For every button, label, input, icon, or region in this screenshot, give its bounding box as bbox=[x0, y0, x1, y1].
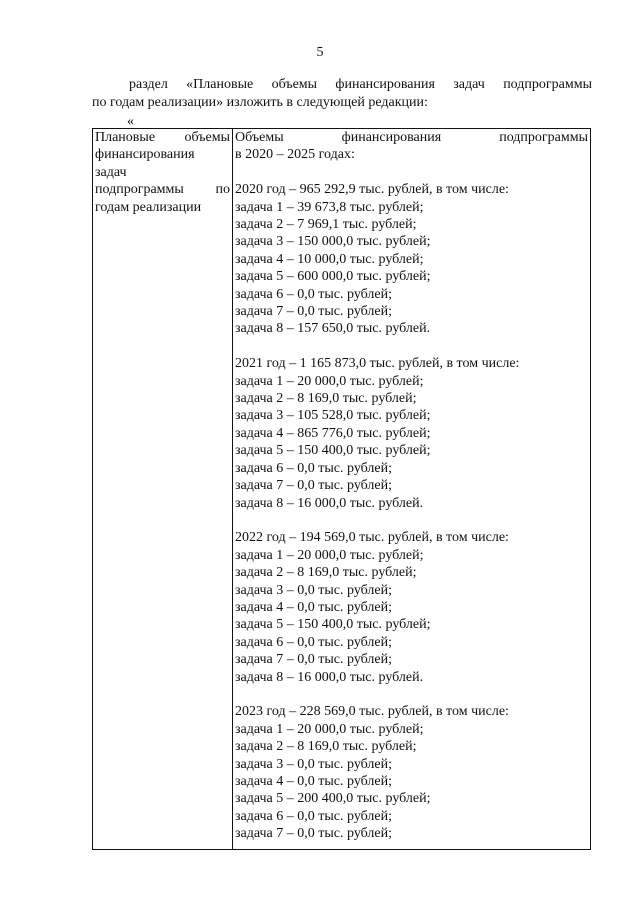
year-heading bbox=[235, 703, 588, 720]
task-text: задача 2 – 8 169,0 тыс. рублей; bbox=[235, 565, 417, 581]
task-line bbox=[235, 790, 588, 807]
task-text: задача 8 – 16 000,0 тыс. рублей. bbox=[235, 669, 424, 685]
task-text: задача 6 – 0,0 тыс. рублей; bbox=[235, 634, 393, 650]
task-line bbox=[235, 495, 588, 512]
task-text: задача 8 – 16 000,0 тыс. рублей. bbox=[235, 495, 424, 511]
label-line bbox=[95, 146, 230, 163]
year-heading-text: 2020 год – 965 292,9 тыс. рублей, в том числе: bbox=[235, 182, 509, 198]
intro-paragraph bbox=[92, 76, 592, 112]
task-line bbox=[235, 286, 588, 303]
intro-word: «Плановые bbox=[186, 77, 254, 92]
task-line bbox=[235, 651, 588, 668]
opening-quote: « bbox=[127, 114, 134, 129]
year-heading-text: 2021 год – 1 165 873,0 тыс. рублей, в том числе: bbox=[235, 356, 520, 372]
year-block bbox=[235, 355, 588, 512]
task-line bbox=[235, 825, 588, 842]
year-heading bbox=[235, 355, 588, 372]
header-text: в 2020 – 2025 годах: bbox=[235, 147, 355, 163]
year-heading-text: 2023 год – 228 569,0 тыс. рублей, в том числе: bbox=[235, 704, 509, 720]
section-label-cell bbox=[93, 129, 233, 850]
financing-details-cell bbox=[233, 129, 591, 850]
year-block bbox=[235, 703, 588, 842]
task-line bbox=[235, 738, 588, 755]
label-word: по bbox=[215, 182, 230, 198]
table-row bbox=[93, 129, 591, 850]
page-number: 5 bbox=[316, 45, 324, 60]
task-text: задача 7 – 0,0 тыс. рублей; bbox=[235, 304, 393, 320]
task-text: задача 3 – 0,0 тыс. рублей; bbox=[235, 756, 393, 772]
task-text: задача 6 – 0,0 тыс. рублей; bbox=[235, 808, 393, 824]
task-line bbox=[235, 669, 588, 686]
intro-word: объемы bbox=[271, 77, 318, 92]
task-text: задача 6 – 0,0 тыс. рублей; bbox=[235, 460, 393, 476]
task-text: задача 5 – 150 400,0 тыс. рублей; bbox=[235, 617, 431, 633]
task-line bbox=[235, 233, 588, 250]
header-word: подпрограммы bbox=[499, 130, 588, 145]
task-text: задача 3 – 105 528,0 тыс. рублей; bbox=[235, 408, 431, 424]
label-line bbox=[95, 199, 230, 216]
task-text: задача 2 – 7 969,1 тыс. рублей; bbox=[235, 217, 417, 233]
label-word: Плановые bbox=[95, 130, 156, 145]
task-text: задача 2 – 8 169,0 тыс. рублей; bbox=[235, 739, 417, 755]
task-text: задача 8 – 157 650,0 тыс. рублей. bbox=[235, 321, 431, 337]
task-text: задача 7 – 0,0 тыс. рублей; bbox=[235, 652, 393, 668]
financing-table bbox=[92, 128, 591, 850]
task-text: задача 1 – 20 000,0 тыс. рублей; bbox=[235, 373, 424, 389]
task-line bbox=[235, 373, 588, 390]
task-line bbox=[235, 320, 588, 337]
year-heading-text: 2022 год – 194 569,0 тыс. рублей, в том числе: bbox=[235, 530, 509, 546]
intro-word: финансирования bbox=[335, 77, 435, 92]
task-line bbox=[235, 756, 588, 773]
intro-word: раздел bbox=[129, 77, 168, 92]
task-line bbox=[235, 216, 588, 233]
task-line bbox=[235, 599, 588, 616]
label-line bbox=[95, 164, 230, 181]
header-line-2 bbox=[235, 146, 588, 163]
task-line bbox=[235, 460, 588, 477]
task-text: задача 4 – 0,0 тыс. рублей; bbox=[235, 599, 393, 615]
intro-word: подпрограммы bbox=[503, 77, 592, 92]
task-line bbox=[235, 773, 588, 790]
label-line bbox=[95, 181, 230, 198]
task-line bbox=[235, 407, 588, 424]
label-word: задач bbox=[95, 164, 127, 180]
task-line bbox=[235, 564, 588, 581]
task-line bbox=[235, 199, 588, 216]
header-word: финансирования bbox=[341, 130, 442, 145]
label-word: объемы bbox=[184, 130, 230, 145]
label-word: финансирования bbox=[95, 147, 195, 163]
task-line bbox=[235, 477, 588, 494]
header-line-1 bbox=[235, 129, 588, 146]
task-line bbox=[235, 634, 588, 651]
task-line bbox=[235, 303, 588, 320]
task-line bbox=[235, 442, 588, 459]
intro-line-1 bbox=[92, 76, 592, 94]
task-text: задача 5 – 150 400,0 тыс. рублей; bbox=[235, 443, 431, 459]
year-heading bbox=[235, 529, 588, 546]
task-line bbox=[235, 268, 588, 285]
year-block bbox=[235, 181, 588, 338]
task-line bbox=[235, 808, 588, 825]
task-text: задача 4 – 865 776,0 тыс. рублей; bbox=[235, 425, 431, 441]
task-line bbox=[235, 582, 588, 599]
task-line bbox=[235, 616, 588, 633]
task-text: задача 5 – 600 000,0 тыс. рублей; bbox=[235, 269, 431, 285]
task-text: задача 7 – 0,0 тыс. рублей; bbox=[235, 826, 393, 842]
task-text: задача 3 – 0,0 тыс. рублей; bbox=[235, 582, 393, 598]
task-text: задача 5 – 200 400,0 тыс. рублей; bbox=[235, 791, 431, 807]
task-text: задача 4 – 0,0 тыс. рублей; bbox=[235, 773, 393, 789]
label-line bbox=[95, 129, 230, 146]
task-text: задача 3 – 150 000,0 тыс. рублей; bbox=[235, 234, 431, 250]
task-text: задача 6 – 0,0 тыс. рублей; bbox=[235, 286, 393, 302]
header-word: Объемы bbox=[235, 130, 284, 145]
task-line bbox=[235, 251, 588, 268]
task-line bbox=[235, 425, 588, 442]
task-text: задача 1 – 20 000,0 тыс. рублей; bbox=[235, 547, 424, 563]
intro-line-2: по годам реализации» изложить в следующей редакции: bbox=[92, 95, 428, 110]
year-block bbox=[235, 529, 588, 686]
task-line bbox=[235, 547, 588, 564]
intro-word: задач bbox=[453, 77, 485, 92]
task-text: задача 4 – 10 000,0 тыс. рублей; bbox=[235, 251, 424, 267]
year-heading bbox=[235, 181, 588, 198]
label-word: подпрограммы bbox=[95, 182, 184, 198]
task-text: задача 2 – 8 169,0 тыс. рублей; bbox=[235, 391, 417, 407]
task-line bbox=[235, 721, 588, 738]
task-text: задача 1 – 39 673,8 тыс. рублей; bbox=[235, 199, 424, 215]
task-text: задача 1 – 20 000,0 тыс. рублей; bbox=[235, 721, 424, 737]
task-text: задача 7 – 0,0 тыс. рублей; bbox=[235, 478, 393, 494]
label-word: годам реализации bbox=[95, 199, 202, 215]
task-line bbox=[235, 390, 588, 407]
